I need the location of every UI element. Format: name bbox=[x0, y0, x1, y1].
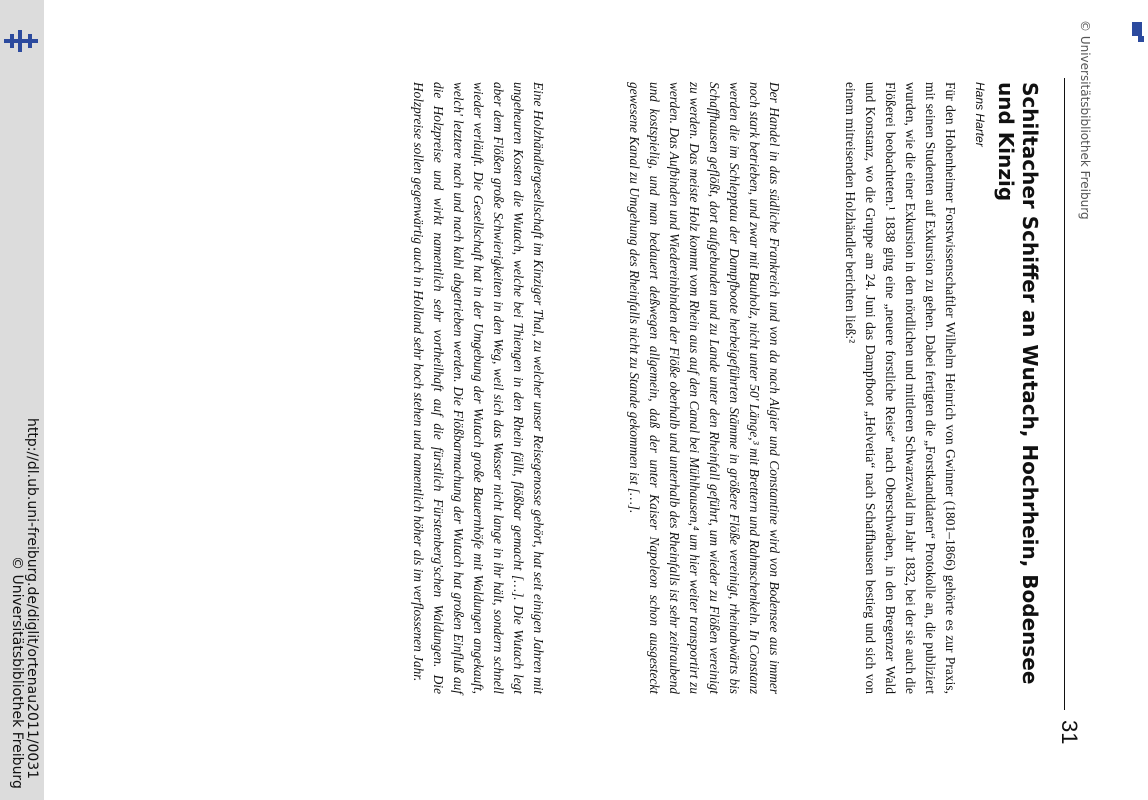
library-logo-icon bbox=[4, 30, 38, 52]
watermark-text: © Universitätsbibliothek Freiburg bbox=[1078, 20, 1092, 220]
article-author: Hans Harter bbox=[973, 82, 987, 147]
corner-logo-icon bbox=[1138, 36, 1144, 42]
quote-paragraph-2: Eine Holzhändlergesellschaft im Kinziger Thal, zu welcher unser Reisegenosse gehört, hat seit einigen Jahren mit ungeheuren Kosten die Wutach, welche bei Thiengen in den Rhein fällt, flößbar gemacht […]. Die Wutach legt aber dem Flößen große Schwierigkeiten in den Weg, weil sich das Wasser nicht lange in ihr hält, sondern schnell wieder verläuft. Die Gesellschaft hat in der Umgebung der Wutach große Bauernhöfe mit Waldungen angekauft, welch' letztere nach und nach kahl abgetrieben werden. Die Flößbarmachung der Wutach hat großen Einfluß auf die Holzpreise und wirkt namentlich sehr vortheilhaft auf die fürstlich Fürstenberg'schen Waldungen. Die Holzpreise sollen gegenwärtig auch in Holland sehr hoch stehen und namentlich höher als im verflossenen Jahr. bbox=[411, 82, 546, 694]
corner-logo-icon bbox=[1132, 22, 1142, 36]
source-url[interactable]: http://dl.ub.uni-freiburg.de/diglit/ortenau2011/0031 bbox=[24, 418, 40, 780]
page-number: 31 bbox=[1057, 720, 1082, 745]
quote-paragraph-1: Der Handel in das südliche Frankreich und von da nach Algier und Constantine wird von Bodensee aus immer noch stark betrieben, und zwar mit Bauholz, nicht unter 50' Länge,³ mit Brettern und Rahmschenkeln. In Constanz werden die im Schlepptau der Dampfboote herbeigeführten Stämme in größere Flöße vereinigt, rheinabwärts bis Schaffhausen geflößt, dort aufgebunden und zu Lande unter den Rheinfall geführt, um wieder zu Flößen vereinigt zu werden. Das meiste Holz kommt vom Rhein aus auf den Canal bei Mühlhausen,⁴ um hier weiter transportirt zu werden. Das Aufbinden und Wiedereinbinden der Flöße oberhalb und unterhalb des Rheinfalls ist sehr zeitraubend und kostspielig, und man bedauert deßwegen allgemein, daß der unter Kaiser Napoleon schon ausgesteckt gewesene Kanal zu Umgehung des Rheinfalls nicht zu Stande gekommen ist […]. bbox=[627, 82, 782, 694]
header-rule bbox=[1064, 78, 1065, 710]
copyright-notice: © Universitätsbibliothek Freiburg bbox=[9, 556, 25, 789]
body-paragraph: Für den Hohenheimer Forstwissenschaftler Wilhelm Heinrich von Gwinner (1801–1866) gehörte es zur Praxis, mit seinen Studenten auf Exkursion zu gehen. Dabei fertigten die „Forstkandidaten“ Protokolle an, die publiziert wurden, wie die einer Exkursion in den nördlichen und mittleren Schwarzwald im Jahr 1832, bei der sie auch die Flößerei beobachteten.¹ 1838 ging eine „neuere forstliche Reise“ nach Oberschwaben, in den Bregenzer Wald und Konstanz, wo die Gruppe am 24. Juni das Dampfboot „Helvetia“ nach Schaffhausen bestieg und sich von einem mitreisenden Holzhändler berichten ließ:² bbox=[843, 82, 958, 694]
article-title: Schiltacher Schiffer an Wutach, Hochrhein, Bodensee und Kinzig bbox=[994, 82, 1042, 685]
rotated-page bbox=[50, 20, 1092, 760]
